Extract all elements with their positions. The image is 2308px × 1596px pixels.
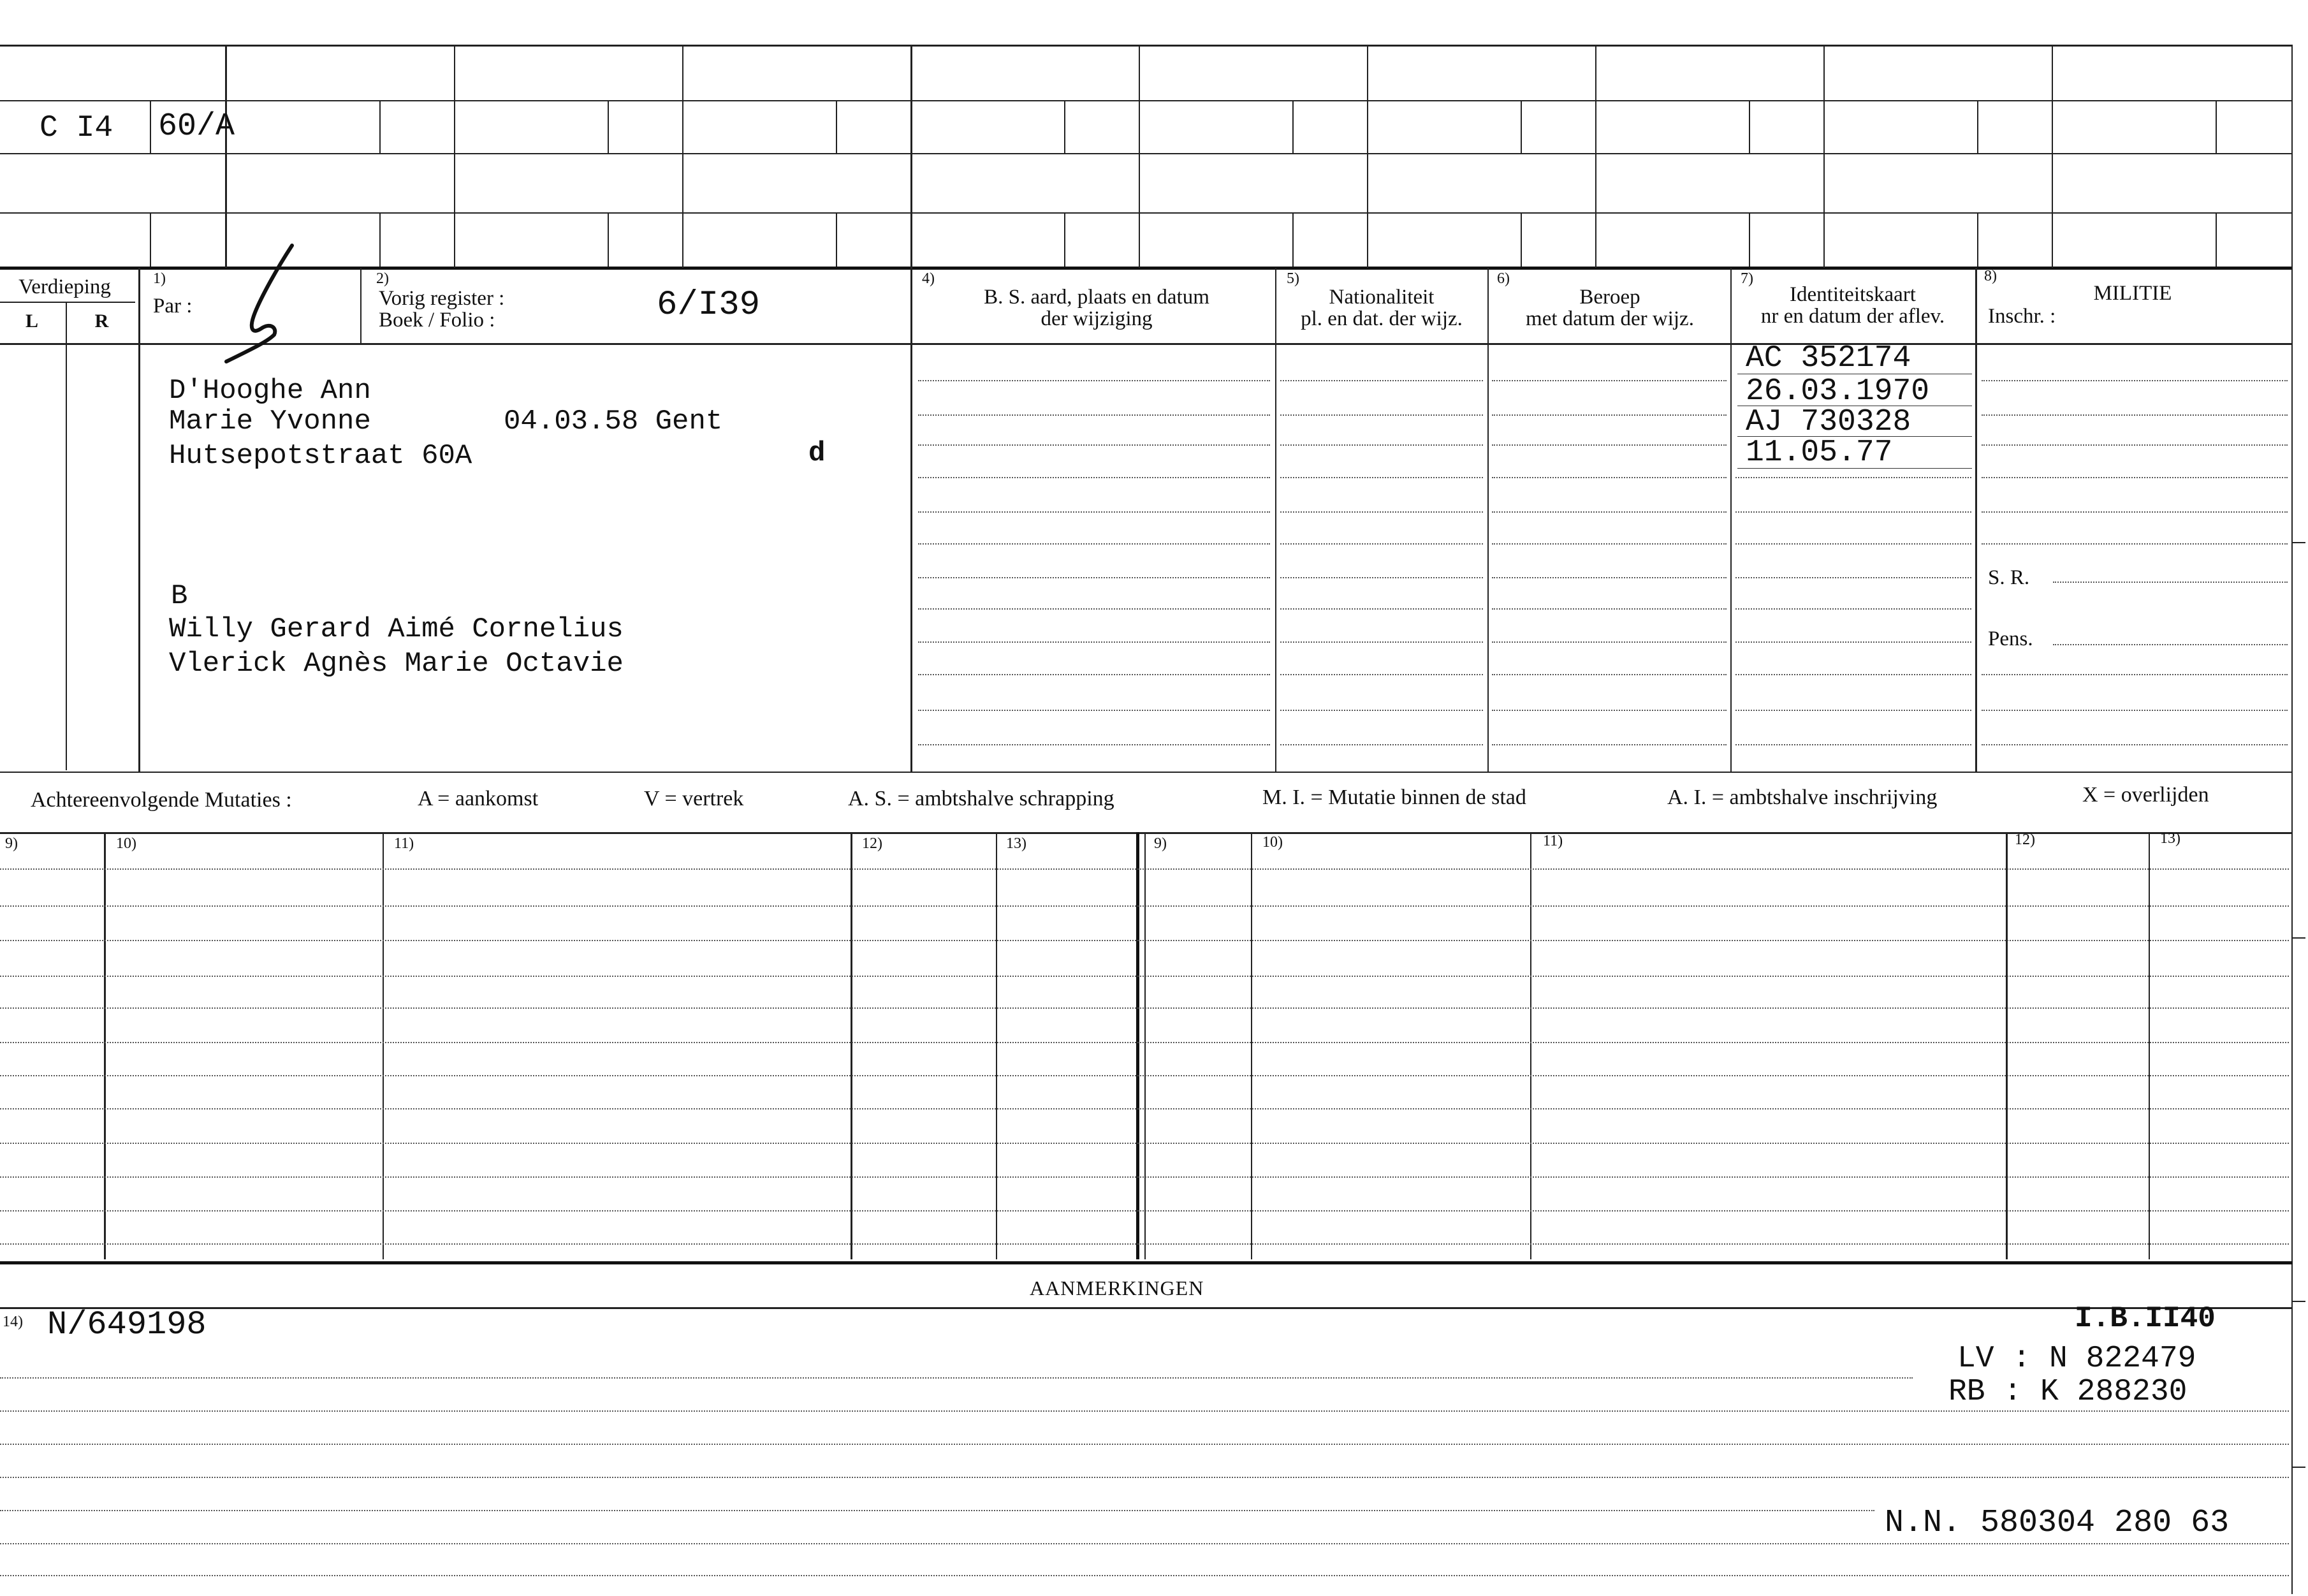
person-name: D'Hooghe Ann xyxy=(169,375,371,407)
militie-inschr: Inschr. : xyxy=(1988,305,2056,328)
bs-number: 4) xyxy=(922,270,935,287)
aanmerkingen-reference: N/649198 xyxy=(47,1306,207,1343)
mut-col-12-left: 12) xyxy=(862,835,882,852)
mut-col-11-left: 11) xyxy=(394,835,414,852)
identiteit-label-2: nr en datum der aflev. xyxy=(1760,305,1945,328)
mut-col-9-right: 9) xyxy=(1154,835,1167,852)
person-given-names: Marie Yvonne xyxy=(169,406,371,437)
id-card-1: AC 352174 xyxy=(1746,341,1911,376)
nationaliteit-number: 5) xyxy=(1287,270,1299,287)
parents-label: B xyxy=(171,580,188,612)
ib-code: I.B.II40 xyxy=(2075,1302,2216,1335)
mut-col-13-left: 13) xyxy=(1006,835,1026,852)
father-name: Willy Gerard Aimé Cornelius xyxy=(169,613,624,645)
person-marital-mark: d xyxy=(808,437,826,469)
beroep-label-1: Beroep xyxy=(1579,286,1640,309)
militie-number: 8) xyxy=(1984,268,1997,284)
mut-col-13-right: 13) xyxy=(2160,830,2180,847)
mut-col-12-right: 12) xyxy=(2015,831,2035,848)
militie-label: MILITIE xyxy=(2093,282,2172,305)
vorig-label-2: Boek / Folio : xyxy=(379,309,495,332)
mut-col-9-left: 9) xyxy=(5,835,18,852)
person-birth: 04.03.58 Gent xyxy=(504,406,723,437)
person-address: Hutsepotstraat 60A xyxy=(169,440,472,472)
id-card-2-date: 11.05.77 xyxy=(1746,436,1893,470)
lv-number: LV : N 822479 xyxy=(1957,1342,2196,1376)
legend-death: X = overlijden xyxy=(2082,783,2209,807)
id-card-2: AJ 730328 xyxy=(1746,405,1911,439)
nationaliteit-label-2: pl. en dat. der wijz. xyxy=(1301,307,1463,330)
legend-departure: V = vertrek xyxy=(644,787,744,810)
par-number: 1) xyxy=(153,270,166,287)
vorig-number: 2) xyxy=(376,270,389,287)
mut-col-10-right: 10) xyxy=(1262,834,1283,851)
verdieping-left: L xyxy=(25,311,38,332)
legend-ex-officio-removal: A. S. = ambtshalve schrapping xyxy=(848,787,1114,810)
mut-col-11-right: 11) xyxy=(1543,833,1563,849)
aanmerkingen-title: AANMERKINGEN xyxy=(1030,1277,1204,1299)
militie-pens: Pens. xyxy=(1988,627,2033,650)
legend-ex-officio-registration: A. I. = ambtshalve inschrijving xyxy=(1667,786,1938,809)
beroep-number: 6) xyxy=(1497,270,1510,287)
bs-label-2: der wijziging xyxy=(1041,307,1153,330)
national-number: N.N. 580304 280 63 xyxy=(1885,1505,2230,1541)
verdieping-label: Verdieping xyxy=(18,275,111,298)
nationaliteit-label-1: Nationaliteit xyxy=(1329,286,1435,309)
mother-name: Vlerick Agnès Marie Octavie xyxy=(169,648,624,680)
rb-number: RB : K 288230 xyxy=(1948,1375,2187,1409)
identiteit-number: 7) xyxy=(1741,270,1753,287)
par-label: Par : xyxy=(153,295,193,318)
location-code-suffix: 60/A xyxy=(158,108,235,145)
signature-mark xyxy=(217,239,300,367)
mutations-title: Achtereenvolgende Mutaties : xyxy=(31,788,292,812)
mut-col-10-left: 10) xyxy=(116,835,136,852)
bs-label-1: B. S. aard, plaats en datum xyxy=(984,286,1209,309)
vorig-label-1: Vorig register : xyxy=(379,287,505,310)
vorig-register-value: 6/I39 xyxy=(657,286,761,325)
identiteit-label-1: Identiteitskaart xyxy=(1790,283,1916,306)
verdieping-right: R xyxy=(94,311,109,332)
legend-internal-move: M. I. = Mutatie binnen de stad xyxy=(1262,786,1526,809)
militie-sr: S. R. xyxy=(1988,566,2030,589)
id-card-1-date: 26.03.1970 xyxy=(1746,374,1930,409)
location-code: C I4 xyxy=(40,111,113,145)
beroep-label-2: met datum der wijz. xyxy=(1526,307,1694,330)
aanmerkingen-number: 14) xyxy=(3,1314,23,1330)
legend-arrival: A = aankomst xyxy=(418,787,539,810)
